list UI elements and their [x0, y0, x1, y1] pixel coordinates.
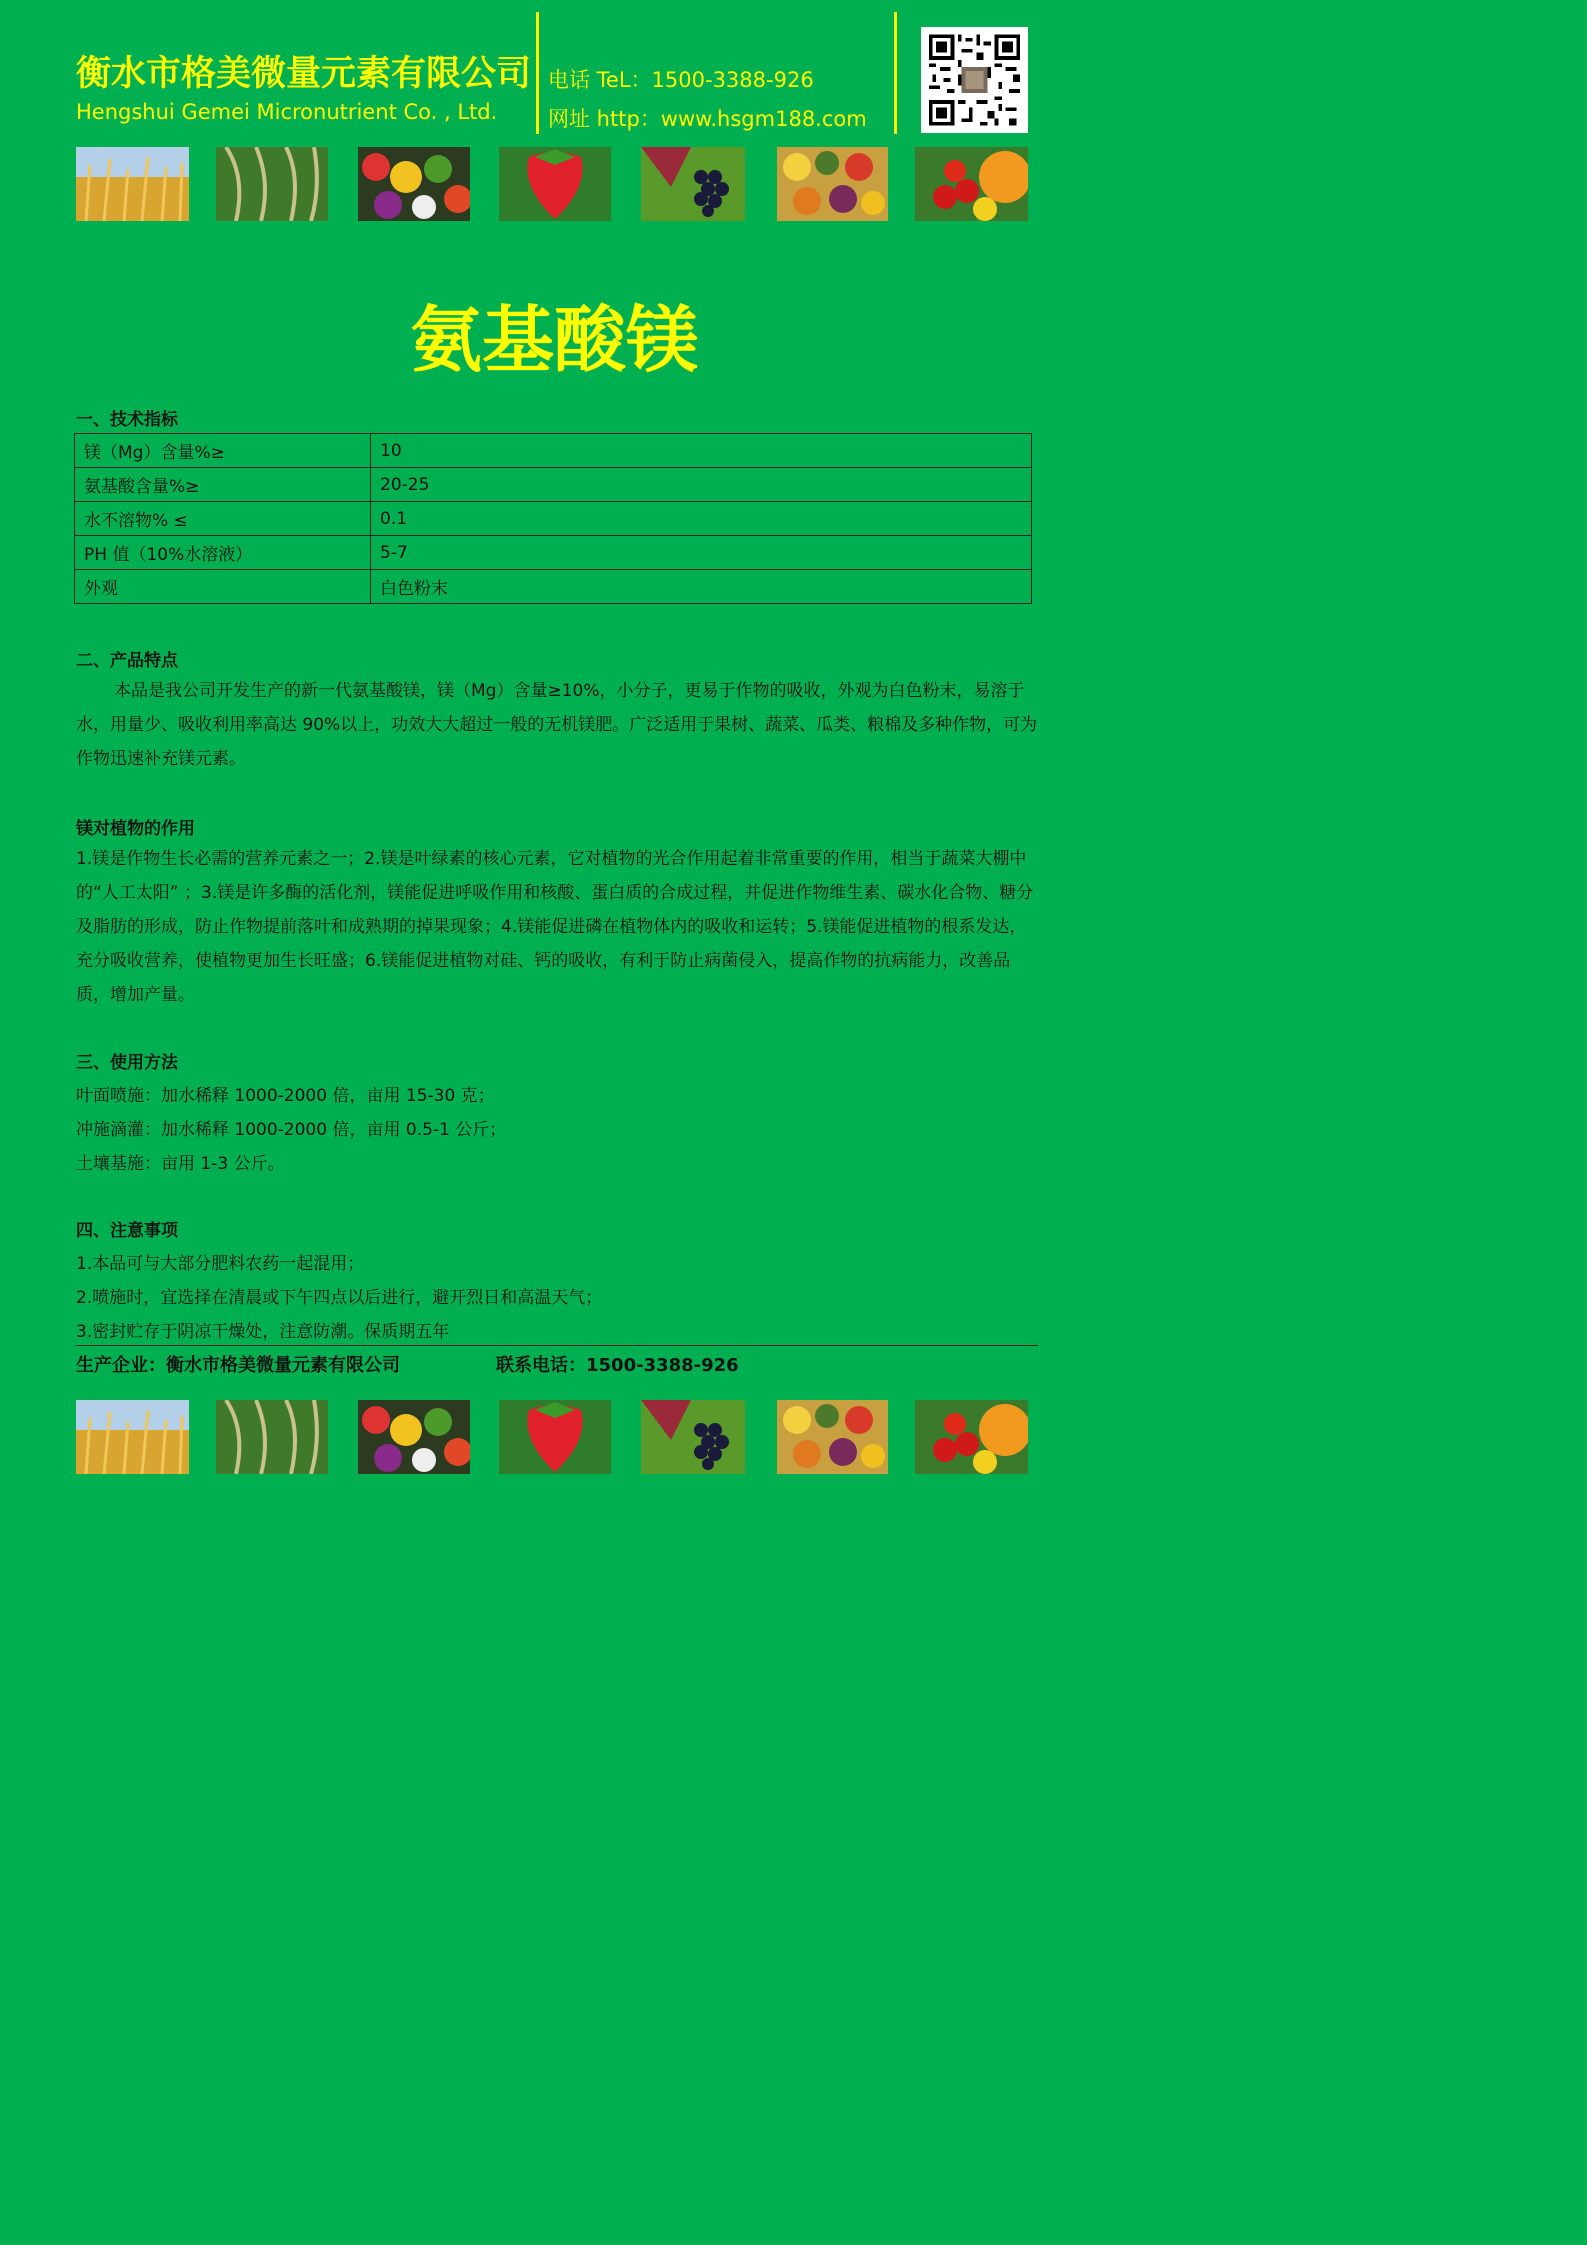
vegetables-image — [358, 1400, 470, 1474]
spec-label: 镁（Mg）含量%≥ — [75, 434, 371, 468]
spec-label: 氨基酸含量%≥ — [75, 468, 371, 502]
table-row — [75, 502, 1032, 536]
usage-line: 叶面喷施：加水稀释 1000-2000 倍，亩用 15-30 克； — [76, 1086, 495, 1106]
header-website[interactable]: 网址 http：www.hsgm188.com — [548, 107, 867, 131]
product-title: 氨基酸镁 — [409, 298, 698, 382]
header-divider-2 — [894, 12, 897, 134]
grapes-image — [641, 147, 745, 221]
spec-label: 外观 — [75, 570, 371, 604]
fruit-assortment-image — [777, 1400, 888, 1474]
spec-label: 水不溶物% ≤ — [75, 502, 371, 536]
notes-line: 1.本品可与大部分肥料农药一起混用； — [76, 1254, 365, 1274]
spec-value: 20-25 — [371, 468, 1032, 502]
role-text: 1.镁是作物生长必需的营养元素之一；2.镁是叶绿素的核心元素，它对植物的光合作用起着非常重要的作用，相当于蔬菜大棚中的“人工太阳” ；3.镁是许多酶的活化剂，镁能促进呼吸作用和核酸、蛋白质的合成过程，并促进作物维生素、碳水化合物、糖分及脂肪的形成，防止作物提前落叶和成熟期的掉果现象；4.镁能促进磷在植物体内的吸收和运转；5.镁能促进植物的根系发达，充分吸收营养，使植物更加生长旺盛；6.镁能促进植物对硅、钙的吸收，有利于防止病菌侵入，提高作物的抗病能力，改善品质，增加产量。 — [76, 849, 1034, 1005]
rice-ears-image — [216, 147, 328, 221]
spec-value: 5-7 — [371, 536, 1032, 570]
footer-phone: 联系电话：1500-3388-926 — [496, 1355, 739, 1376]
footer-divider — [76, 1345, 1038, 1346]
usage-heading: 三、使用方法 — [76, 1053, 178, 1073]
citrus-cherries-image — [915, 1400, 1028, 1474]
notes-heading: 四、注意事项 — [76, 1221, 178, 1241]
features-text: 本品是我公司开发生产的新一代氨基酸镁，镁（Mg）含量≥10%，小分子，更易于作物的吸收，外观为白色粉末，易溶于水，用量少、吸收利用率高达 90%以上，功效大大超过一般的无机镁肥。广泛适用于果树、蔬菜、瓜类、粮棉及多种作物，可为作物迅速补充镁元素。 — [76, 681, 1038, 769]
table-row — [75, 468, 1032, 502]
spec-table — [74, 433, 1032, 604]
role-heading: 镁对植物的作用 — [76, 819, 195, 839]
photo-strip-bottom — [76, 1400, 1028, 1474]
grapes-image — [641, 1400, 745, 1474]
wheat-field-image — [76, 1400, 189, 1474]
header-phone: 电话 TeL：1500-3388-926 — [548, 68, 814, 92]
notes-line: 2.喷施时，宜选择在清晨或下午四点以后进行，避开烈日和高温天气； — [76, 1288, 603, 1308]
qr-code[interactable] — [921, 27, 1028, 133]
table-row — [75, 536, 1032, 570]
company-name-en: Hengshui Gemei Micronutrient Co. , Ltd. — [76, 100, 498, 124]
spec-value: 10 — [371, 434, 1032, 468]
strawberry-image — [499, 1400, 611, 1474]
notes-line: 3.密封贮存于阴凉干燥处，注意防潮。保质期五年 — [76, 1322, 450, 1342]
vegetables-image — [358, 147, 470, 221]
rice-ears-image — [216, 1400, 328, 1474]
usage-line: 土壤基施：亩用 1-3 公斤。 — [76, 1154, 285, 1174]
spec-value: 白色粉末 — [371, 570, 1032, 604]
spec-heading: 一、技术指标 — [76, 410, 178, 430]
citrus-cherries-image — [915, 147, 1028, 221]
usage-line: 冲施滴灌：加水稀释 1000-2000 倍，亩用 0.5-1 公斤； — [76, 1120, 507, 1140]
footer-producer: 生产企业：衡水市格美微量元素有限公司 — [76, 1355, 400, 1376]
features-heading: 二、产品特点 — [76, 651, 178, 671]
table-row — [75, 570, 1032, 604]
wheat-field-image — [76, 147, 189, 221]
spec-value: 0.1 — [371, 502, 1032, 536]
company-name-cn: 衡水市格美微量元素有限公司 — [76, 54, 532, 94]
photo-strip-top — [76, 147, 1028, 221]
fruit-assortment-image — [777, 147, 888, 221]
table-row — [75, 434, 1032, 468]
header-divider — [536, 12, 539, 134]
spec-label: PH 值（10%水溶液） — [75, 536, 371, 570]
strawberry-image — [499, 147, 611, 221]
